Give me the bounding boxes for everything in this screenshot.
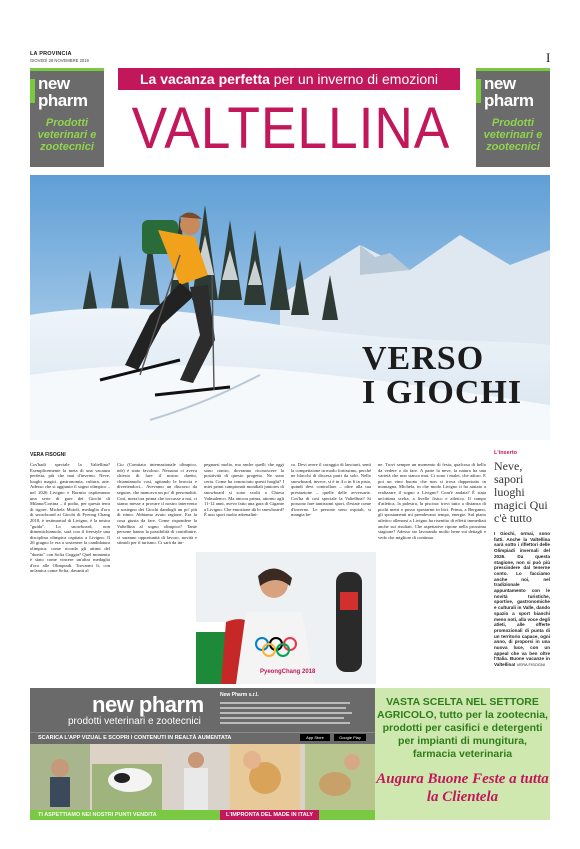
ad-photo-collage [30, 744, 375, 810]
photo-caption: PyeongChang 2018 [260, 669, 316, 675]
article-column-1: Cos'hadi speciale la Valtellina? Esemplicemente la meta di una vacanza perfetta, più che mai d'inverno. Neve, luoghi magici, gastronomia, cultura, arte. Adesso che si aggiunto il sogno olimpico – nel 2026 Livigno e Bormio ospiteranno una serie di gare dei Giochi di Milano/Cortina – il podio, per questa terra di rigore. Michela Moioli, medaglia d'oro di snowboard ai Giochi di Pyeong Chang 2018, è testimonial di Livigno, è la nostra "guida". Lo snowboard, non dimentichiamolo, sarà con il freestyle una disciplina olimpica ospitata a Livigno. Il 26 giugno le era a sostenere la candidatura olimpica: come ricorda gli attimi del "duetto" con Sofia Goggia? Quel momento è stato come vincere un'altra medaglia d'oro alle Olimpiadi. Trovarmi lì, con un'amica come Sofia, davanti al [30, 462, 110, 574]
google-play-badge[interactable]: Google Play [334, 734, 366, 741]
ad-right-headline: VASTA SCELTA NEL SETTORE AGRICOLO, tutto per la zootecnia, prodotti per casifici e detergenti per impianti di mungitura, farmacia veterinaria [377, 696, 548, 760]
article-column-2: Cio (Comitato internazionale olimpico, ndr) è stato favoloso. Nessuno ci aveva chiesto di fare il nostro duetto, chiamiamolo così, agitando le braccia e divertendoci... Avevamo un discorso da seguire, che mancava un po' di personalità. Così, mezz'ora prima che toccasse a noi, ci siamo messe a provare il nostro intervento a sostegno dei Giochi dandogli un po' più di ritmo. Abbiamo avuto ragione. Era la cosa giusta da fare. Come rispondere la Valtellina al sogno olimpico? Tante persone hanno la possibilità di contribuire, ci saranno opportunità di lavoro, novità e stimoli per il turismo. Ci sarà da im- [117, 462, 197, 546]
article-column-4: co. Devi avere il coraggio di lanciarti, senti la competizione in modo fortissimo, perché ne blocchi di discesa parti da solo. Nello snowboard, invece, si è in 4 o in 6 in pista, quindi devi controllare – oltre alla tua prestazione – quelle delle avversarie. Cos'ha di così speciale la Valtellina? Si possono fare tantissimi sport, d'estate come d'inverno. Le persone sono ospitali, si mangia be- [291, 462, 371, 518]
brand-name: new pharm [484, 74, 534, 110]
ad-left-panel [30, 688, 375, 820]
brand-tagline: Prodotti veterinari e zootecnici [37, 117, 97, 153]
inset-box [494, 450, 550, 668]
brand-accent-bar [30, 79, 35, 103]
newspaper-name: LA PROVINCIA [30, 51, 72, 57]
ad-bottom-right: L'IMPRONTA DEL MADE IN ITALY [220, 810, 319, 820]
section-banner [118, 68, 460, 90]
ad-logo: new pharm [92, 692, 204, 717]
headline-line-2: I GIOCHI [362, 374, 523, 411]
banner-bold: La vacanza perfetta [139, 71, 270, 87]
ad-addresses [220, 700, 365, 728]
ad-right-greeting: Augura Buone Feste a tutta la Clientela [376, 771, 549, 805]
address-lines-graphic [220, 700, 365, 728]
inset-signature: VERA FISOGNI [516, 662, 545, 668]
brand-name: new pharm [38, 74, 88, 110]
inset-title: Neve, sapori luoghi magici Qui c'è tutto [494, 459, 548, 525]
ad-bottom-left: TI ASPETTIAMO NEI NOSTRI PUNTI VENDITA [38, 812, 157, 818]
athlete-photo [196, 552, 376, 684]
headline-line-1: VERSO [362, 340, 485, 377]
ad-right-panel [375, 688, 550, 820]
brand-box-left [30, 68, 104, 167]
section-title: VALTELLINA [131, 96, 451, 161]
athlete-illustration [196, 552, 376, 684]
ad-logo-subtitle: prodotti veterinari e zootecnici [68, 716, 201, 727]
article-column-5: ne. Trovi sempre un momento di festa, qualcosa di bello da vedere o da fare. A parte la neve, la natura ha una varietà che non stanca mai. Ci sono i malet, che adoro. E poi un vino buono che non si trova dappertutto in montagna. Michela, in che modo Livigno ti ha aiutato a realizzare il sogno a Livigno? Com'è andata? È stata un'ottima scelta, a livello fisico e atletico. Il campo d'atletica, la palestra, la piscina: trovi tutto a distanza di pochi metri e posso spostarmi in bici. Prima, a Bergamo, gli spostamenti mi prendevano tempo, energie. Sul piano atletico allenarsi a Livigno ha risentito di effetti immediati anche sui risultati. Che aspettative ripone nella prossima stagione? Adesso sto lavorando molto bene sui dettagli e vedo che migliore di continuo. [378, 462, 486, 540]
page-number: I [546, 50, 551, 65]
ad-app-line: SCARICA L'APP VIZUAL E SCOPRI I CONTENUTI IN REALTÀ AUMENTATA [38, 735, 232, 741]
ad-company: New Pharm s.r.l. [220, 692, 259, 698]
issue-date: GIOVEDÌ 28 NOVEMBRE 2019 [30, 58, 89, 63]
inset-label: L'inserto [494, 450, 518, 456]
advertisement [30, 688, 550, 820]
brand-tagline: Prodotti veterinari e zootecnici [483, 117, 543, 153]
brand-accent-bar [476, 79, 481, 103]
headline [362, 342, 522, 410]
article-column-3: pegnarsi molto, ma anche quelli che oggi sono contro, dovranno riconoscere la positività di questo progetto. Ne sono certa. Come ha conosciuto questi luoghi? I miei primi campionati mondiali juniores di snowboard si sono svolti a Chiesa Valmalenco. Ma ancora prima, attorno agli 11-12 anni, avevo fatto una gara di Gigante a Livigno. Che emozione dà lo snowboard? È uno sport molto adrenalini- [204, 462, 284, 518]
banner-rest: per un inverno di emozioni [269, 71, 439, 87]
app-store-badge[interactable]: App Store [300, 734, 330, 741]
inset-body: I Giochi, ormai, sono fatti. Anche la Valtellina sarà sotto i riflettori delle Olimpiadi invernali del 2026. Da questa stagione, non si può più prescindere dal tenerne conto. Lo facciamo anche noi, nel tradizionale appuntamento con le novità turistiche, sportive, gastronomiche e culturali in Valle, dando spazio a sport bianchi meno noti, alla voce degli atleti, alle offerte promozionali di punta di un territorio capace, ogni anno, di proporsi in una nuova luce, con un appeal che va ben oltre l'Italia. Buone vacanze in Valtellina! VERA FISOGNI [494, 531, 550, 668]
brand-box-right [476, 68, 550, 167]
byline: VERA FISOGNI [30, 452, 66, 458]
farm-collage-illustration [30, 744, 375, 810]
ad-bottom-strip [30, 810, 375, 820]
